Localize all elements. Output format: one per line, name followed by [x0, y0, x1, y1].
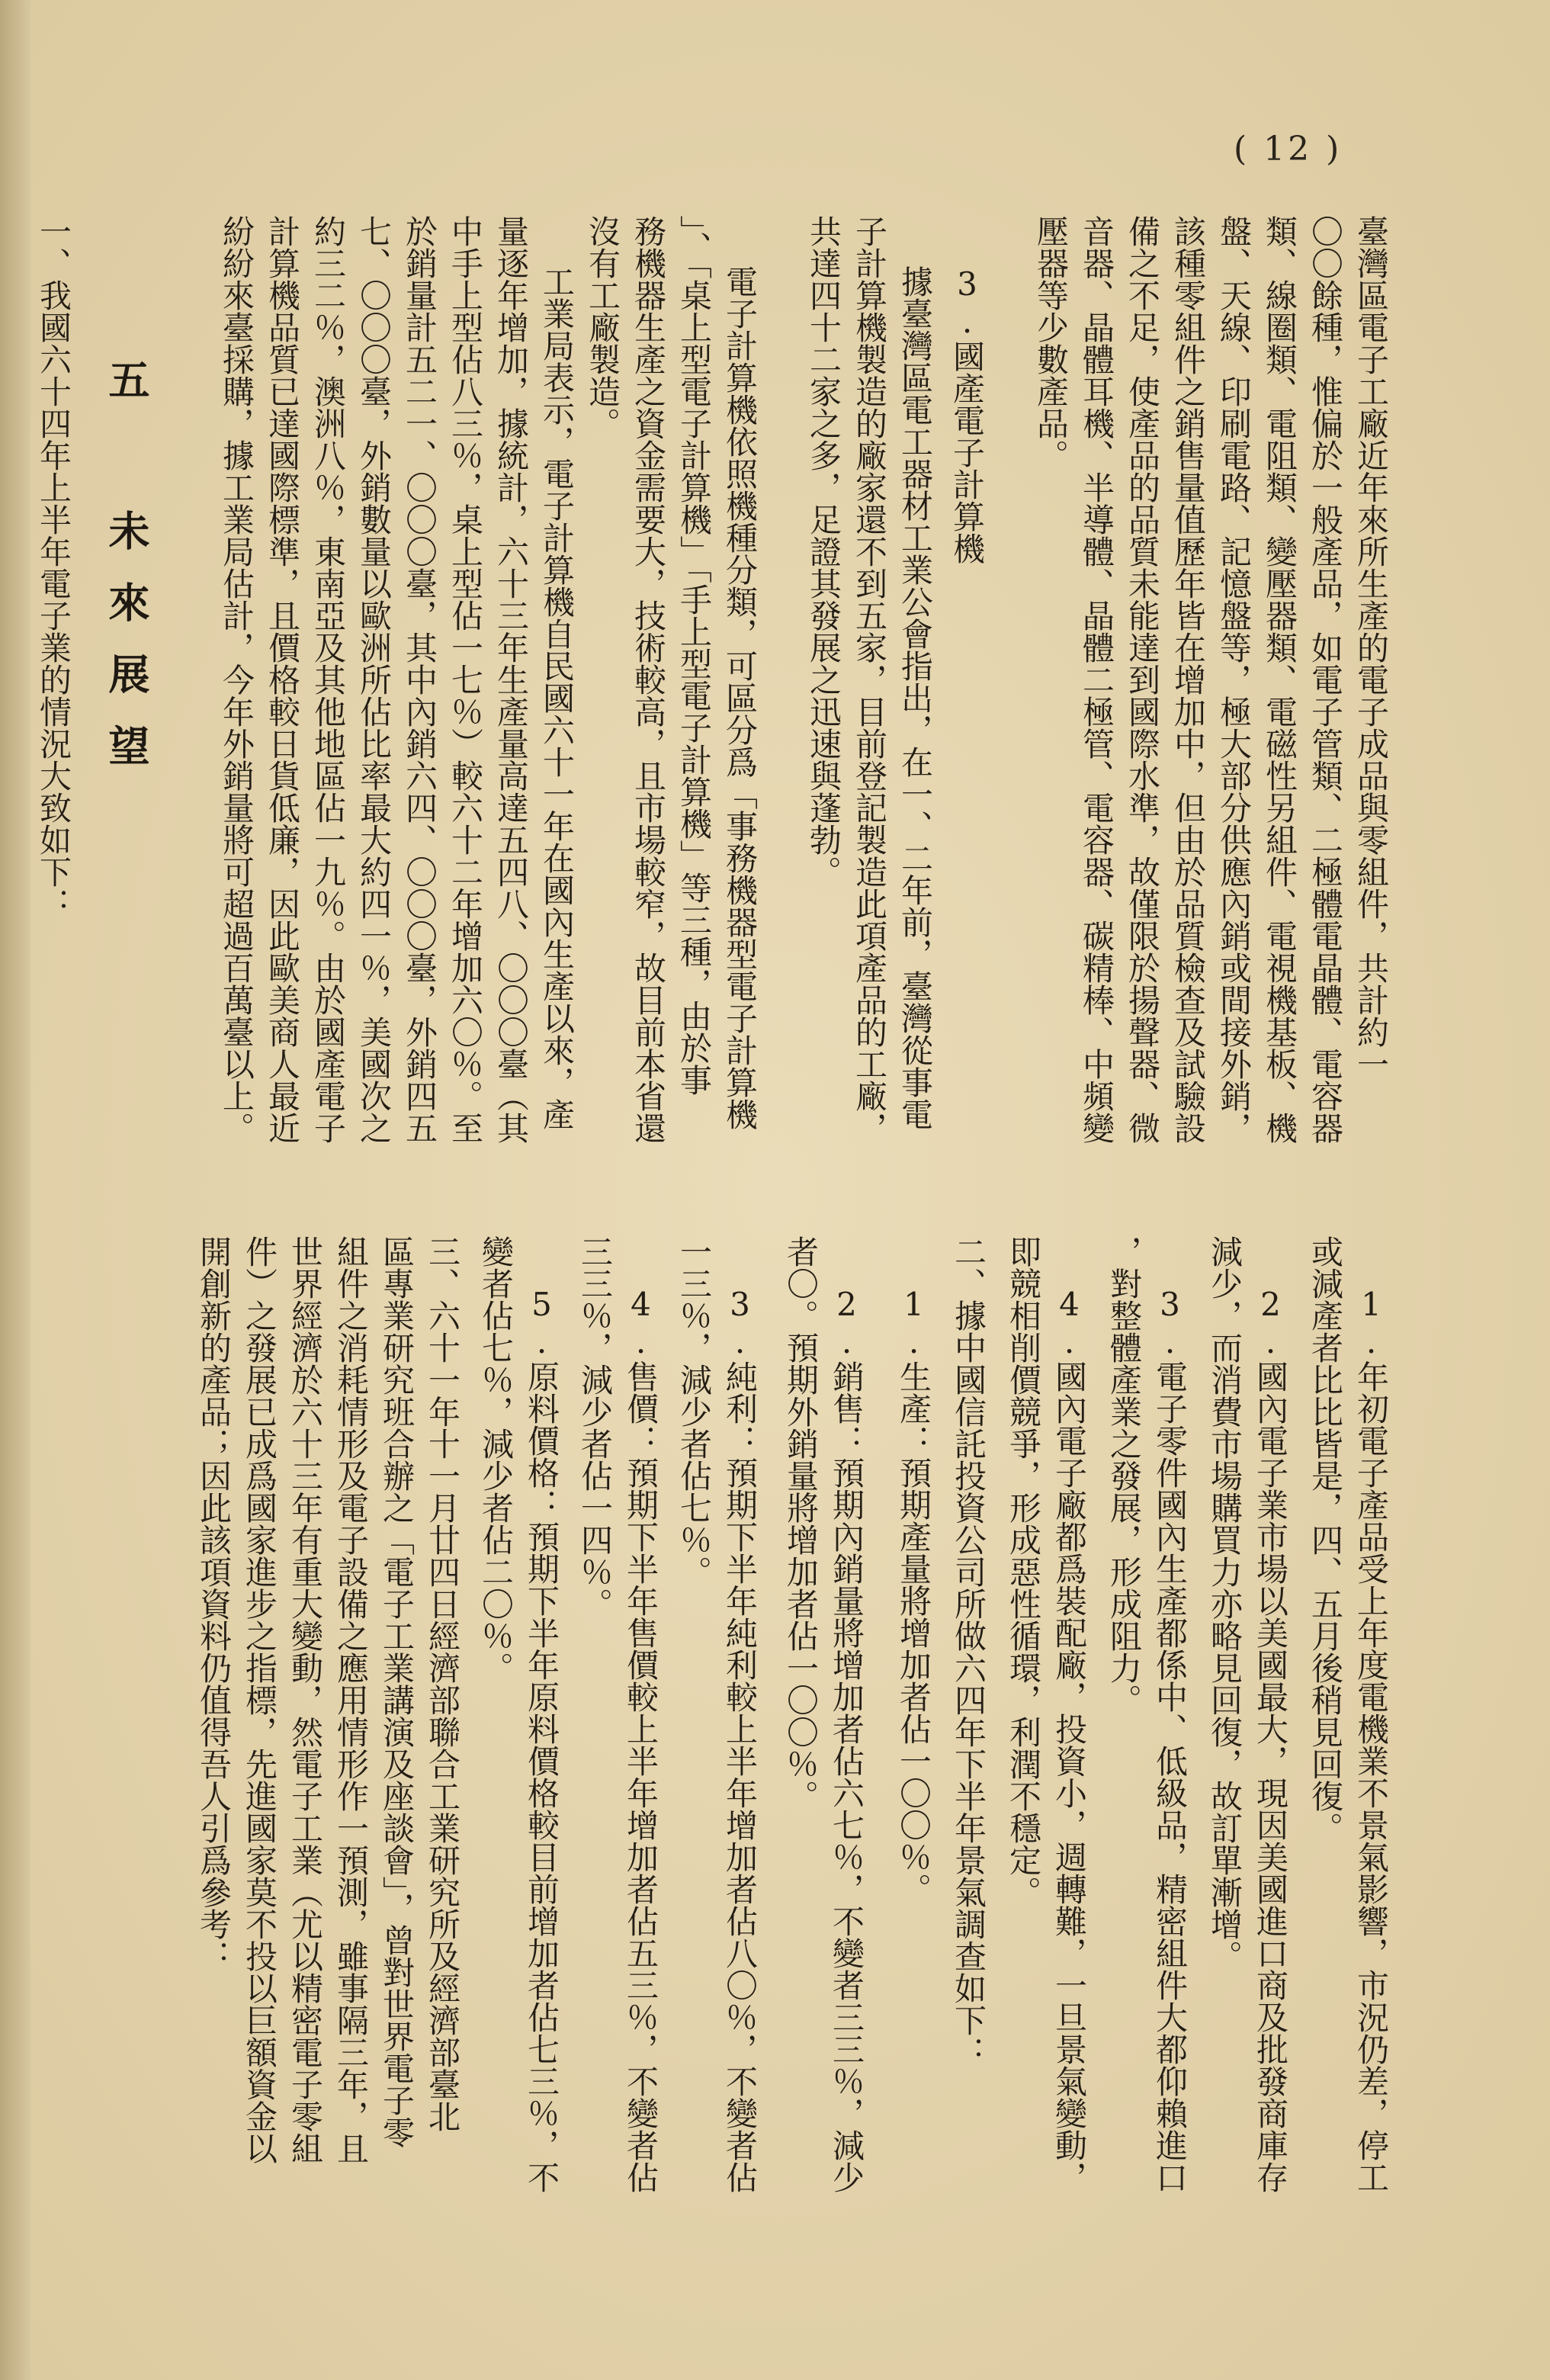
upper-text-column: 據臺灣區電工器材工業公會指出，在一、二年前，臺灣從事電 [897, 265, 934, 1130]
upper-text-column: 一、我國六十四年上半年電子業的情況大致如下： [35, 215, 72, 920]
upper-text-column: 」、「桌上型電子計算機」「手上型電子計算機」等三種，由於事 [676, 215, 713, 1096]
lower-text-column: 4.售價：預期下半年售價較上半年增加者佔五三％，不變者佔 [622, 1286, 659, 2193]
upper-text-column: 該種零組件之銷售量值歷年皆在增加中，但由於品質檢查及試驗設 [1170, 215, 1207, 1144]
upper-text-column: 工業局表示，電子計算機自民國六十一年在國內生產以來，產 [538, 265, 576, 1130]
lower-text-column: ，對整體產業之發展，形成阻力。 [1106, 1235, 1143, 1716]
lower-text-column: 組件之消耗情形及電子設備之應用情形作一預測，雖事隔三年，且 [332, 1235, 370, 2164]
lower-text-column: 1.生產：預期產量將增加者佔一〇〇％。 [895, 1286, 932, 1905]
lower-text-column: 件）之發展已成爲國家進步之指標，先進國家莫不投以巨額資金以 [241, 1235, 278, 2164]
upper-text-column: 壓器等少數產品。 [1032, 215, 1070, 471]
lower-text-column: 三、六十一年十一月廿四日經濟部聯合工業研究所及經濟部臺北 [424, 1235, 461, 2132]
lower-text-column: 者〇。預期外銷量將增加者佔一〇〇％。 [782, 1235, 820, 1812]
lower-text-column: 區專業研究班合辦之「電子工業講演及座談會」，曾對世界電子零 [378, 1235, 416, 2148]
upper-text-column: 電子計算機依照機種分類，可區分爲「事務機器型電子計算機 [721, 265, 759, 1130]
upper-text-column: 〇〇餘種，惟偏於一般產品，如電子管類、二極體電晶體、電容器 [1307, 215, 1344, 1144]
upper-text-column: 盤、天線、印刷電路、記憶盤等，極大部分供應內銷或間接外銷， [1215, 215, 1253, 1144]
lower-text-column: 一三％，減少者佔七％。 [676, 1235, 713, 1588]
upper-text-column: 約三二％，澳洲八％，東南亞及其他地區佔一九％。由於國產電子 [310, 215, 347, 1144]
upper-text-column: 中手上型佔八三％，桌上型佔一七％）較六十二年增加六〇％。至 [447, 215, 484, 1144]
upper-text-column: 備之不足，使產品的品質未能達到國際水準，故僅限於揚聲器、微 [1124, 215, 1161, 1144]
upper-text-column: 共達四十二家之多，足證其發展之迅速與蓬勃。 [805, 215, 842, 888]
book-spine-shadow [0, 0, 30, 2380]
upper-text-column: 類、線圈類、電阻類、變壓器類、電磁性另組件、電視機基板、機 [1261, 215, 1298, 1144]
lower-text-column: 或減產者比比皆是，四、五月後稍見回復。 [1307, 1235, 1344, 1844]
lower-text-column: 3.電子零件國內生產都係中、低級品，精密組件大都仰賴進口 [1151, 1286, 1189, 2193]
upper-text-column: 3.國產電子計算機 [948, 265, 986, 564]
lower-text-column: 開創新的產品；因此該項資料仍值得吾人引爲參考： [195, 1235, 233, 1972]
upper-text-column: 於銷量計五二一、〇〇〇臺，其中內銷六四、〇〇〇臺，外銷四五 [401, 215, 438, 1144]
upper-text-column: 子計算機製造的廠家還不到五家，目前登記製造此項產品的工廠， [851, 215, 888, 1144]
page-number: ( 12 ) [1234, 130, 1343, 169]
lower-text-column: 2.銷售：預期內銷量將增加者佔六七％，不變者三三％，減少 [828, 1286, 865, 2193]
lower-text-column: 三三％，減少者佔一四％。 [576, 1235, 614, 1620]
upper-text-column: 音器、晶體耳機、半導體、晶體二極管、電容器、碳精棒、中頻變 [1078, 215, 1115, 1144]
lower-text-column: 5.原料價格：預期下半年原料價格較目前增加者佔七三％，不 [523, 1286, 560, 2193]
lower-text-column: 變者佔七％，減少者佔二〇％。 [477, 1235, 515, 1684]
lower-text-column: 減少，而消費市場購買力亦略見回復，故訂單漸增。 [1206, 1235, 1244, 1972]
lower-text-column: 世界經濟於六十三年有重大變動，然電子工業（尤以精密電子零組 [287, 1235, 324, 2164]
upper-text-column: 計算機品質已達國際標準，且價格較日貨低廉，因此歐美商人最近 [264, 215, 301, 1144]
lower-text-column: 1.年初電子產品受上年度電機業不景氣影響，市況仍差，停工 [1353, 1286, 1390, 2193]
lower-text-column: 二、據中國信託投資公司所做六四年下半年景氣調查如下： [950, 1235, 987, 2068]
lower-text-column: 4.國內電子廠都爲裝配廠，投資小，週轉難，一旦景氣變動， [1051, 1286, 1088, 2193]
lower-text-column: 2.國內電子業市場以美國最大，現因美國進口商及批發商庫存 [1252, 1286, 1289, 2193]
upper-text-column: 臺灣區電子工廠近年來所生產的電子成品與零組件，共計約一 [1353, 215, 1390, 1080]
upper-text-column: 沒有工廠製造。 [584, 215, 621, 439]
upper-text-column: 七、〇〇〇臺，外銷數量以歐洲所佔比率最大約四一％，美國次之 [355, 215, 393, 1144]
section-heading: 五 未來展望 [102, 358, 151, 796]
lower-text-column: 即競相削價競爭，形成惡性循環，利潤不穩定。 [1005, 1235, 1042, 1908]
upper-text-column: 務機器生產之資金需要大，技術較高，且市場較窄，故目前本省還 [630, 215, 667, 1144]
upper-text-column: 紛紛來臺採購，據工業局估計，今年外銷量將可超過百萬臺以上。 [218, 215, 255, 1144]
lower-text-column: 3.純利：預期下半年純利較上半年增加者佔八〇％，不變者佔 [721, 1286, 759, 2193]
upper-text-column: 量逐年增加，據統計，六十三年生產量高達五四八、〇〇〇臺（其 [493, 215, 530, 1144]
